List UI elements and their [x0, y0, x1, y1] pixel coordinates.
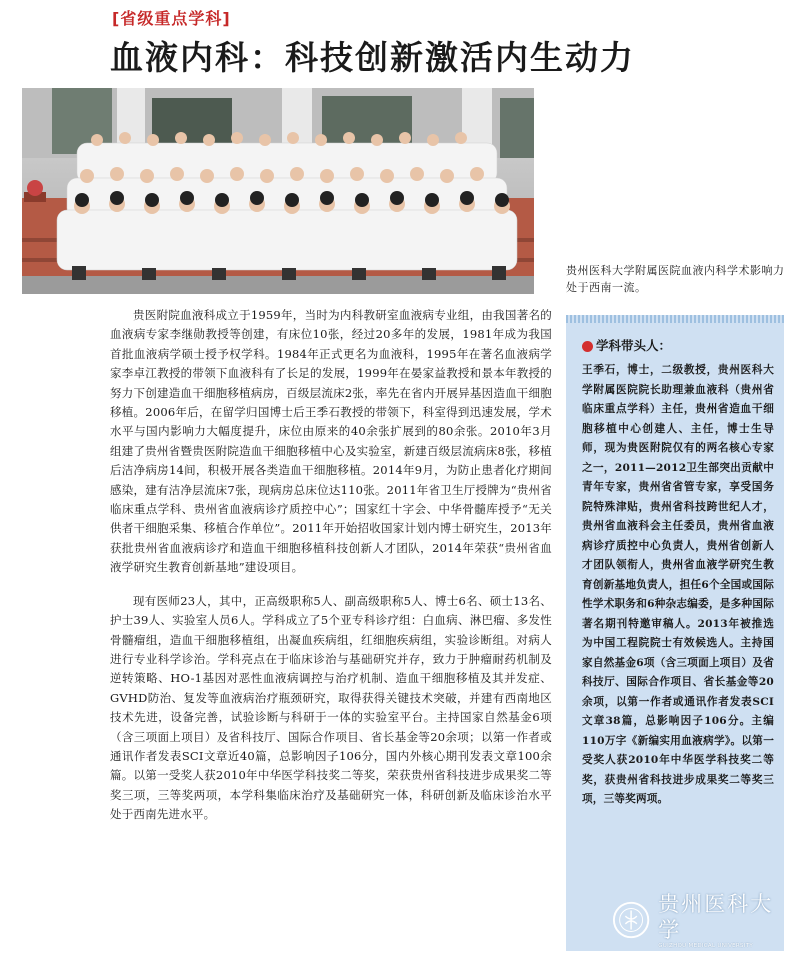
sidebar-text: 王季石，博士，二级教授，贵州医科大学附属医院院长助理兼血液科（贵州省临床重点学科）主任，贵州省造血干细胞移植中心创建人、主任，博士生导师，现为贵医附院仅有的两名核心专家之一，2011—2012卫生部突出贡献中青年专家，贵州省省管专家，享受国务院特殊津贴，贵州省科技跨世纪人才，贵州省血液科会主任委员，贵州省血液病诊疗质控中心负责人，贵州省创新人才团队领衔人，贵州省血液学研究生教育创新基地负责人，担任6个全国或国际性学术职务和6种杂志编委，是多种国际著名期刊特邀审稿人。2013年被推选为中国工程院院士有效候选人。主持国家自然基金6项（含三项面上项目）及省科技厅、国际合作项目、省长基金等20余项，以第一作者或通讯作者发表SCI文章38篇，总影响因子106分。主编110万字《新编实用血液病学》。以第一受奖人获2010年中华医学科技奖二等奖，获贵州省科技进步成果奖二等奖三项，三等奖两项。	[582, 364, 774, 805]
body-paragraph-2: 现有医师23人，其中，正高级职称5人、副高级职称5人、博士6名、硕士13名、护士39人、实验室人员6人。学科成立了5个亚专科诊疗组：白血病、淋巴瘤、多发性骨髓瘤组，造血干细胞移植组，出凝血疾病组，红细胞疾病组，实验诊断组。对病人进行专业科学诊治。学科亮点在于临床诊治与基础研究并存，致力于肿瘤耐药机制及逆转策略、HO-1基因对恶性血液病调控与治疗机制、造血干细胞移植及其并发症、GVHD防治、复发等血液病治疗瓶颈研究，取得获得关键技术突破，并建有西南地区技术先进，设备完善，试验诊断与科研于一体的实验室平台。主持国家自然基金6项（含三项面上项目）及省科技厅、国际合作项目、省长基金等20余项；以第一作者或通讯作者发表SCI文章近40篇，总影响因子106分，国内外核心期刊发表文章100余篇。以第一受奖人获2010年中华医学科技奖二等奖，荣获贵州省科技进步成果奖二等奖三项，三等奖两项，本学科集临床治疗及基础研究一体，科研创新及临床诊治水平处于西南先进水平。	[110, 593, 552, 822]
leader-sidebar	[566, 315, 784, 951]
photo-caption: 贵州医科大学附属医院血液内科学术影响力处于西南一流。	[566, 264, 785, 294]
university-emblem-icon	[612, 900, 650, 940]
sidebar-stripe	[566, 315, 784, 323]
logo-name-en: GUIZHOU MEDICAL UNIVERSITY	[658, 943, 754, 949]
section-tag: [省级重点学科]	[112, 9, 231, 28]
logo-name-cn: 贵州医科大学	[658, 892, 774, 942]
group-photo	[22, 88, 534, 294]
university-logo	[612, 892, 790, 948]
red-bullet-icon	[582, 341, 593, 352]
sidebar-heading	[582, 337, 671, 355]
sidebar-heading-label: 学科带头人：	[596, 338, 672, 353]
article-title: 血液内科：科技创新激活内生动力	[110, 38, 635, 77]
body-paragraph-1: 贵医附院血液科成立于1959年，当时为内科教研室血液病专业组，由我国著名的血液病专家李继勋教授等创建，有床位10张，经过20多年的发展，1981年成为我国首批血液病学硕士授予权学科。1984年正式更名为血液科，1995年在著名血液病学家李卓江教授的带领下血液科有了长足的发展，1999年在晏家益教授和景本年教授的努力下创建造血干细胞移植病房，百级层流床2张，率先在省内开展异基因造血干细胞移植。2006年后，在留学归国博士后王季石教授的带领下，科室得到迅速发展，学术水平与国内影响力大幅度提升，床位由原来的40余张扩展到的80余张。2010年3月组建了贵州省暨贵医附院造血干细胞移植中心及实验室，新建百级层流病床8张，移植后洁净病房14间，积极开展各类造血干细胞移植。2014年9月，为防止患者化疗期间感染，建有洁净层流床7张，现病房总床位达110张。2011年省卫生厅授牌为“贵州省临床重点学科、贵州省血液病诊疗质控中心”；国家红十字会、中华骨髓库授予“无关供者干细胞采集、移植合作单位”。2011年开始招收国家计划内博士研究生，2013年获批贵州省血液病诊疗和造血干细胞移植科技创新人才团队，2014年荣获“贵州省血液学研究生教育创新基地”建设项目。	[110, 308, 552, 575]
article-body	[110, 306, 552, 825]
